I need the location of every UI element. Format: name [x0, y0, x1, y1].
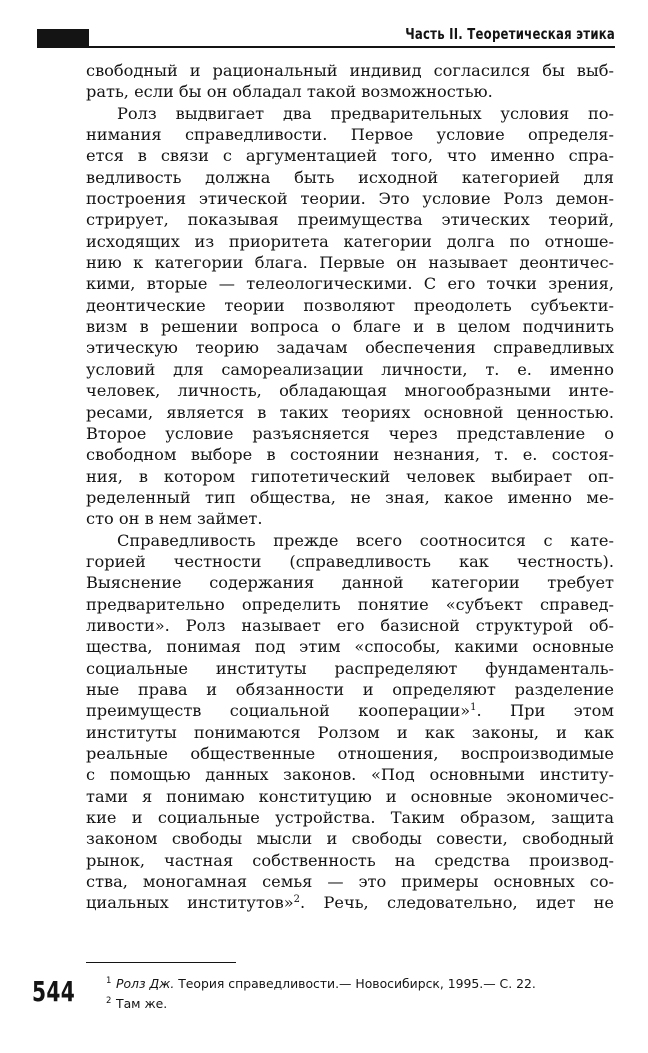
body-line: [86, 188, 614, 209]
body-line: [86, 508, 614, 529]
body-line: [86, 700, 614, 721]
body-line: [86, 444, 614, 465]
body-line: [86, 60, 614, 81]
footnotes: [106, 974, 616, 1014]
body-line-text: сто он в нем займет.: [86, 509, 263, 529]
body-line: [86, 636, 614, 657]
body-line-text: Второе условие разъясняется через представление о: [86, 423, 614, 443]
running-header: [37, 24, 615, 48]
body-line: [86, 402, 614, 423]
footnote: [106, 994, 616, 1014]
body-line-text: с помощью данных законов. «Под основными институ-: [86, 765, 614, 785]
body-line: [86, 530, 614, 551]
body-line: [86, 764, 614, 785]
body-line: [86, 679, 614, 700]
body-line-text: рынок, частная собственность на средства производ-: [86, 850, 614, 870]
body-line: [86, 124, 614, 145]
body-line: [86, 145, 614, 166]
footnote-mark: 2: [106, 996, 112, 1006]
body-line: [86, 337, 614, 358]
body-line: [86, 273, 614, 294]
header-title: Часть II. Теоретическая этика: [405, 25, 615, 43]
body-line: [86, 209, 614, 230]
body-line-text: тами я понимаю конституцию и основные экономичес-: [86, 786, 614, 806]
footnote-reference: 2: [293, 894, 301, 906]
body-line: [86, 572, 614, 593]
body-line: [86, 252, 614, 273]
body-line-text: Справедливость прежде всего соотносится с кате-: [117, 530, 614, 550]
page-number: 544: [32, 975, 76, 1008]
body-line-text: этическую теорию задачам обеспечения справедливых: [86, 338, 614, 358]
body-line: [86, 167, 614, 188]
footnote-author: Ролз Дж.: [116, 976, 175, 991]
body-line-text: рать, если бы он обладал такой возможностью.: [86, 82, 493, 102]
body-line: [86, 466, 614, 487]
body-line-text: построения этической теории. Это условие Ролз демон-: [86, 189, 614, 209]
body-line-text: циальных институтов»: [86, 893, 294, 913]
body-line-text-after: . При этом: [476, 701, 614, 721]
body-line-text: предварительно определить понятие «субъект справед-: [86, 594, 614, 614]
body-line-text: ределенный тип общества, не зная, какое именно ме-: [86, 487, 614, 507]
body-line: [86, 295, 614, 316]
body-line: [86, 722, 614, 743]
body-line-text: ния, в котором гипотетический человек выбирает оп-: [86, 466, 614, 486]
body-line: [86, 807, 614, 828]
body-line-text: нию к категории блага. Первые он называет деонтичес-: [86, 253, 614, 273]
body-line-text: горией честности (справедливость как честность).: [86, 551, 614, 571]
body-line: [86, 231, 614, 252]
body-line: [86, 594, 614, 615]
body-line-text: социальные институты распределяют фундаменталь-: [86, 658, 614, 678]
body-line-text-after: . Речь, следовательно, идет не: [300, 893, 614, 913]
body-line-text: ресами, является в таких теориях основной ценностью.: [86, 402, 614, 422]
body-line: [86, 658, 614, 679]
header-rule: [37, 46, 615, 48]
body-line-text: ливости». Ролз называет его базисной структурой об-: [86, 615, 614, 635]
body-line-text: стрирует, показывая преимущества этических теорий,: [86, 210, 614, 230]
body-line: [86, 423, 614, 444]
body-line: [86, 359, 614, 380]
body-line-text: свободный и рациональный индивид согласился бы выб-: [86, 61, 614, 80]
footnote-text: Теория справедливости.— Новосибирск, 1995.— С. 22.: [174, 976, 536, 991]
body-line: [86, 892, 614, 913]
body-line-text: нимания справедливости. Первое условие определя-: [86, 125, 614, 145]
body-line: [86, 551, 614, 572]
body-line-text: условий для самореализации личности, т. е. именно: [86, 359, 614, 379]
body-line-text: исходящих из приоритета категории долга по отноше-: [86, 231, 614, 251]
body-line: [86, 786, 614, 807]
body-line-text: деонтические теории позволяют преодолеть субъекти-: [86, 295, 614, 315]
body-line-text: институты понимаются Ролзом и как законы, и как: [86, 722, 614, 742]
body-line: [86, 743, 614, 764]
footnote: [106, 974, 616, 994]
footnote-text: Там же.: [116, 996, 168, 1011]
body-line-text: ется в связи с аргументацией того, что именно спра-: [86, 146, 614, 166]
footnote-mark: 1: [106, 976, 112, 986]
body-line: [86, 615, 614, 636]
body-line-text: ведливость должна быть исходной категорией для: [86, 167, 614, 187]
body-line-text: законом свободы мысли и свободы совести, свободный: [86, 829, 614, 849]
body-line-text: ства, моногамная семья — это примеры основных со-: [86, 872, 614, 892]
body-line: [86, 103, 614, 124]
body-line-text: визм в решении вопроса о благе и в целом подчинить: [86, 317, 614, 337]
body-line-text: реальные общественные отношения, воспроизводимые: [86, 744, 614, 763]
body-line: [86, 828, 614, 849]
body-line-text: кие и социальные устройства. Таким образом, защита: [86, 808, 614, 828]
body-line: [86, 487, 614, 508]
body-line-text: человек, личность, обладающая многообразными инте-: [86, 381, 614, 401]
body-line-text: щества, понимая под этим «способы, какими основные: [86, 637, 614, 657]
body-line-text: преимуществ социальной кооперации»: [86, 701, 471, 721]
body-line: [86, 316, 614, 337]
body-line-text: Выяснение содержания данной категории требует: [86, 573, 614, 593]
body-text: [86, 60, 614, 914]
body-line: [86, 81, 614, 102]
body-line-text: ные права и обязанности и определяют разделение: [86, 679, 614, 699]
body-line: [86, 850, 614, 871]
footnote-reference: 1: [470, 702, 477, 714]
body-line-text: свободном выборе в состоянии незнания, т. е. состоя-: [86, 445, 614, 465]
body-line-text: кими, вторые — телеологическими. С его точки зрения,: [86, 274, 614, 294]
footnote-rule: [86, 962, 236, 963]
body-line: [86, 871, 614, 892]
body-line-text: Ролз выдвигает два предварительных условия по-: [117, 103, 614, 123]
body-line: [86, 380, 614, 401]
